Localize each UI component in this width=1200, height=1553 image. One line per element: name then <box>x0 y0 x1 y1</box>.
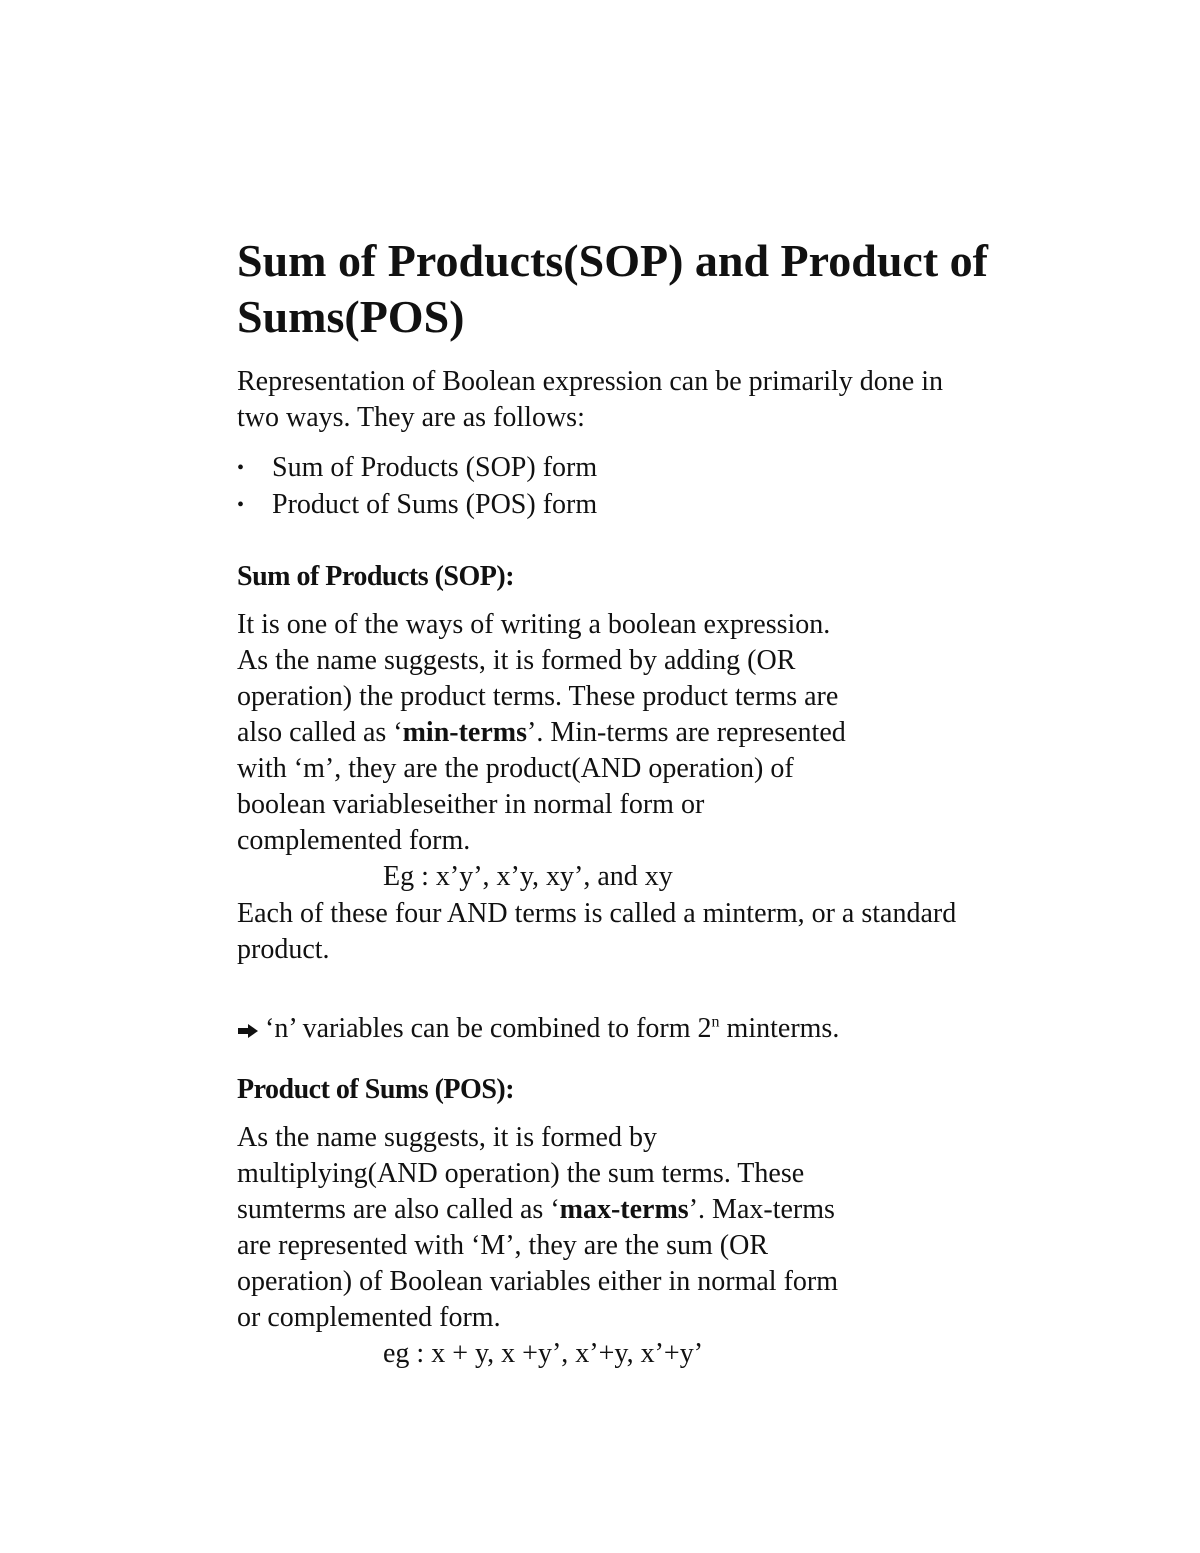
intro-line-2: two ways. They are as follows: <box>237 402 585 433</box>
pos-line-2: multiplying(AND operation) the sum terms. These <box>237 1158 805 1189</box>
minterm-note-pre: ‘n’ variables can be combined to form 2 <box>265 1013 712 1044</box>
right-arrow-icon <box>237 1013 265 1049</box>
sop-line-1: It is one of the ways of writing a boolean expression. <box>237 609 831 640</box>
list-item <box>237 487 597 523</box>
list-item-label: Product of Sums (POS) form <box>272 489 598 520</box>
page-title-line-2: Sums(POS) <box>237 291 465 342</box>
sop-note-line-2: product. <box>237 934 330 965</box>
sop-line-7: complemented form. <box>237 825 471 856</box>
list-item-label: Sum of Products (SOP) form <box>272 452 598 483</box>
sop-line-3: operation) the product terms. These product terms are <box>237 681 839 712</box>
intro-line-1: Representation of Boolean expression can be primarily done in <box>237 366 944 397</box>
sop-heading: Sum of Products (SOP): <box>237 561 515 592</box>
sop-line-2: As the name suggests, it is formed by adding (OR <box>237 645 796 676</box>
pos-line-3-pre: sumterms are also called as ‘ <box>237 1194 560 1225</box>
pos-line-4: are represented with ‘M’, they are the sum (OR <box>237 1230 769 1261</box>
pos-line-6: or complemented form. <box>237 1302 501 1333</box>
minterm-count-note <box>237 1011 839 1049</box>
pos-line-3-post: ’. Max-terms <box>688 1194 835 1225</box>
bullet-icon: • <box>237 494 245 516</box>
sop-example: Eg : x’y’, x’y, xy’, and xy <box>383 861 673 892</box>
minterm-note-post: minterms. <box>719 1013 840 1044</box>
sop-note-line-1: Each of these four AND terms is called a minterm, or a standard <box>237 898 957 929</box>
sop-line-6: boolean variableseither in normal form or <box>237 789 705 820</box>
min-terms-term: min-terms <box>402 717 527 748</box>
bullet-icon: • <box>237 457 245 479</box>
page-title-line-1: Sum of Products(SOP) and Product of <box>237 235 988 286</box>
list-item <box>237 450 597 486</box>
pos-line-1: As the name suggests, it is formed by <box>237 1122 657 1153</box>
sop-line-4-pre: also called as ‘ <box>237 717 403 748</box>
max-terms-term: max-terms <box>559 1194 689 1225</box>
pos-example: eg : x + y, x +y’, x’+y, x’+y’ <box>383 1338 704 1369</box>
sop-line-5: with ‘m’, they are the product(AND operation) of <box>237 753 794 784</box>
sop-line-4-post: ’. Min-terms are represented <box>527 717 846 748</box>
pos-line-3 <box>237 1192 835 1228</box>
exponent-n: n <box>711 1013 720 1031</box>
sop-line-4 <box>237 715 846 751</box>
pos-heading: Product of Sums (POS): <box>237 1074 515 1105</box>
pos-line-5: operation) of Boolean variables either in normal form <box>237 1266 839 1297</box>
